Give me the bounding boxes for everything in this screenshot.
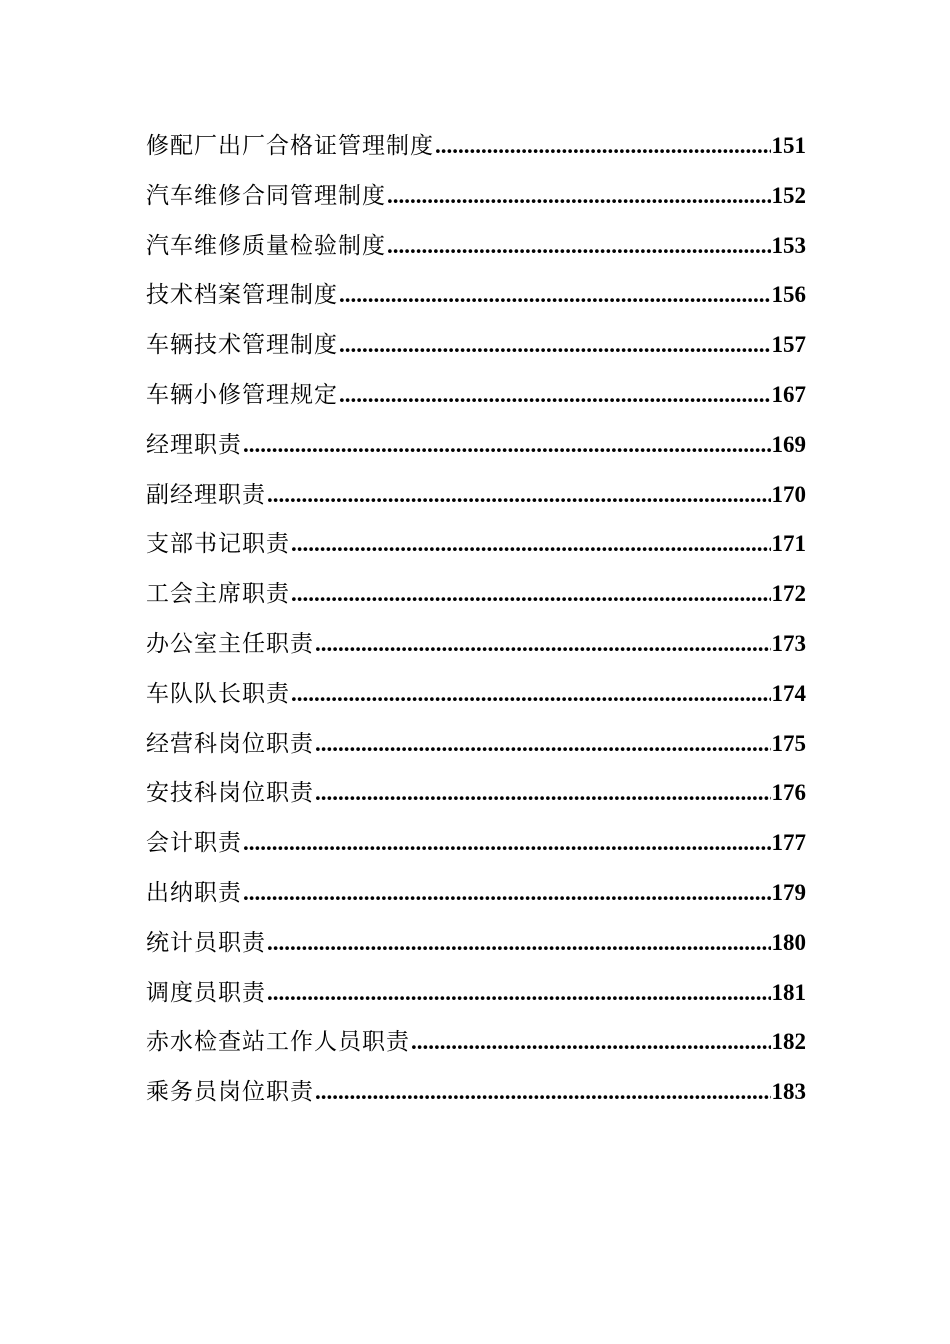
- toc-entry[interactable]: [146, 276, 806, 326]
- toc-entry[interactable]: [146, 376, 806, 426]
- toc-entry[interactable]: [146, 525, 806, 575]
- toc-entry-title: 办公室主任职责: [146, 630, 314, 657]
- toc-entry[interactable]: [146, 1023, 806, 1073]
- toc-entry[interactable]: [146, 575, 806, 625]
- toc-entry-page: 169: [771, 431, 806, 457]
- toc-entry[interactable]: [146, 725, 806, 775]
- toc-entry[interactable]: [146, 177, 806, 227]
- toc-entry-page: 171: [771, 531, 806, 557]
- toc-entry[interactable]: [146, 874, 806, 924]
- toc-entry-title: 会计职责: [146, 830, 242, 857]
- toc-entry-page: 170: [771, 481, 806, 507]
- toc-entry-page: 151: [771, 133, 806, 158]
- toc-leader-dots: [243, 880, 771, 906]
- toc-leader-dots: [315, 1079, 771, 1105]
- toc-leader-dots: [339, 282, 771, 308]
- toc-entry[interactable]: [146, 227, 806, 277]
- toc-entry-page: 176: [771, 780, 806, 806]
- toc-entry-title: 副经理职责: [146, 481, 266, 508]
- toc-leader-dots: [315, 631, 771, 657]
- toc-entry-title: 修配厂出厂合格证管理制度: [146, 133, 434, 159]
- toc-entry[interactable]: [146, 974, 806, 1024]
- toc-leader-dots: [339, 382, 771, 408]
- toc-entry-title: 经理职责: [146, 431, 242, 458]
- toc-entry-page: 157: [771, 332, 806, 358]
- toc-leader-dots: [267, 980, 771, 1006]
- toc-entry-page: 152: [771, 182, 806, 208]
- toc-entry-title: 乘务员岗位职责: [146, 1079, 314, 1106]
- toc-entry[interactable]: [146, 326, 806, 376]
- toc-entry-page: 183: [771, 1079, 806, 1105]
- toc-entry[interactable]: [146, 476, 806, 526]
- toc-leader-dots: [243, 830, 771, 856]
- toc-leader-dots: [291, 531, 771, 557]
- toc-entry-title: 调度员职责: [146, 979, 266, 1006]
- toc-entry-title: 工会主席职责: [146, 581, 290, 608]
- toc-entry-title: 汽车维修合同管理制度: [146, 182, 386, 209]
- toc-entry[interactable]: [146, 426, 806, 476]
- toc-leader-dots: [291, 681, 771, 707]
- toc-entry-page: 179: [771, 879, 806, 905]
- toc-entry[interactable]: [146, 127, 806, 177]
- toc-entry-page: 181: [771, 979, 806, 1005]
- toc-entry[interactable]: [146, 1073, 806, 1123]
- toc-entry[interactable]: [146, 625, 806, 675]
- toc-entry-title: 出纳职责: [146, 879, 242, 906]
- toc-entry-page: 175: [771, 730, 806, 756]
- toc-entry[interactable]: [146, 675, 806, 725]
- toc-entry-page: 156: [771, 282, 806, 308]
- toc-entry-page: 174: [771, 680, 806, 706]
- table-of-contents: [146, 127, 806, 1123]
- toc-leader-dots: [315, 731, 771, 757]
- toc-leader-dots: [315, 780, 771, 806]
- toc-entry-title: 统计员职责: [146, 929, 266, 956]
- toc-leader-dots: [411, 1029, 771, 1055]
- toc-entry-page: 172: [771, 581, 806, 607]
- toc-entry-title: 经营科岗位职责: [146, 730, 314, 757]
- toc-entry-page: 180: [771, 929, 806, 955]
- toc-entry-page: 182: [771, 1029, 806, 1055]
- toc-entry-title: 支部书记职责: [146, 531, 290, 558]
- toc-entry-page: 167: [771, 381, 806, 407]
- toc-leader-dots: [387, 233, 771, 259]
- toc-leader-dots: [339, 332, 771, 358]
- toc-leader-dots: [243, 432, 771, 458]
- toc-entry-title: 车辆小修管理规定: [146, 381, 338, 408]
- toc-leader-dots: [267, 482, 771, 508]
- toc-leader-dots: [435, 133, 771, 159]
- toc-entry-title: 技术档案管理制度: [146, 282, 338, 309]
- toc-entry-page: 177: [771, 830, 806, 856]
- toc-entry[interactable]: [146, 924, 806, 974]
- toc-entry-title: 汽车维修质量检验制度: [146, 232, 386, 259]
- toc-leader-dots: [387, 183, 771, 209]
- toc-leader-dots: [291, 581, 771, 607]
- toc-leader-dots: [267, 930, 771, 956]
- toc-entry-title: 安技科岗位职责: [146, 780, 314, 807]
- toc-entry-title: 赤水检查站工作人员职责: [146, 1029, 410, 1056]
- toc-entry[interactable]: [146, 774, 806, 824]
- toc-entry[interactable]: [146, 824, 806, 874]
- toc-entry-title: 车队队长职责: [146, 680, 290, 707]
- toc-entry-page: 153: [771, 232, 806, 258]
- toc-entry-page: 173: [771, 630, 806, 656]
- toc-entry-title: 车辆技术管理制度: [146, 332, 338, 359]
